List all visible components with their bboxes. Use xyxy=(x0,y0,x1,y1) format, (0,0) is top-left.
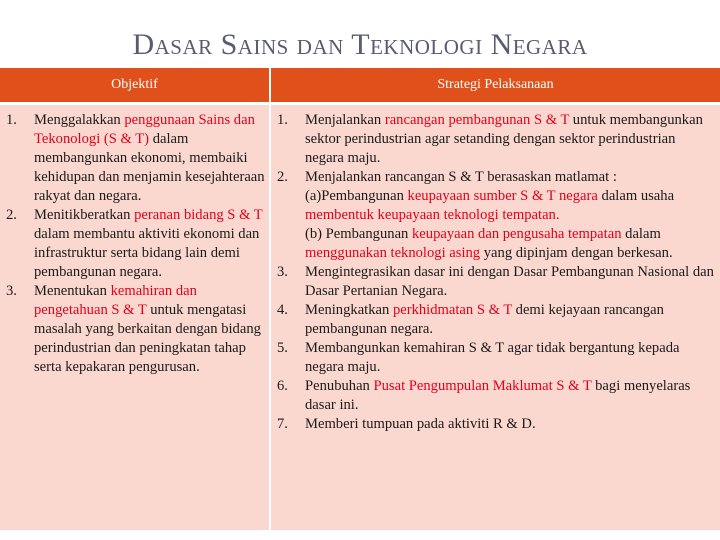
highlighted-text: penggunaan Sains dan Tekonologi (S & T) xyxy=(34,112,255,147)
list-item-number: 1. xyxy=(277,112,288,128)
item-text: yang dipinjam dengan berkesan. xyxy=(480,245,673,261)
list-item-number: 2. xyxy=(6,207,17,223)
objektif-item xyxy=(4,206,265,282)
strategi-item xyxy=(275,168,716,263)
list-item-number: 4. xyxy=(277,302,288,318)
item-text: demi kejayaan rancangan pembangunan negara. xyxy=(305,302,664,337)
item-text: Meningkatkan xyxy=(305,302,393,318)
highlighted-text: membentuk keupayaan teknologi tempatan. xyxy=(305,207,560,223)
item-text: Mengintegrasikan dasar ini dengan Dasar Pembangunan Nasional dan Dasar Pertanian Negara. xyxy=(305,264,714,299)
policy-table xyxy=(0,68,720,530)
highlighted-text: kemahiran dan pengetahuan S & T xyxy=(34,283,197,318)
item-text: Membangunkan kemahiran S & T agar tidak bergantung kepada negara maju. xyxy=(305,340,680,375)
item-text: Menjalankan xyxy=(305,112,385,128)
strategi-item xyxy=(275,111,716,168)
highlighted-text: rancangan pembangunan S & T xyxy=(384,112,570,128)
list-item-number: 5. xyxy=(277,340,288,356)
item-text: Menentukan xyxy=(34,283,111,299)
page-title: Dasar Sains dan Teknologi Negara xyxy=(132,28,588,61)
strategi-item xyxy=(275,415,716,434)
table-body-row xyxy=(0,104,720,531)
item-text: Memberi tumpuan pada aktiviti R & D. xyxy=(305,416,536,432)
header-objektif: Objektif xyxy=(0,68,270,104)
strategi-item xyxy=(275,263,716,301)
list-item-number: 6. xyxy=(277,378,288,394)
item-text: dalam membantu aktiviti ekonomi dan infrastruktur serta bidang lain demi pembangunan negara. xyxy=(34,226,260,280)
highlighted-text: Pusat Pengumpulan Maklumat S & T xyxy=(373,378,592,394)
list-item-number: 1. xyxy=(6,112,17,128)
item-text: Menitikberatkan xyxy=(34,207,135,223)
objektif-item xyxy=(4,282,265,377)
table-header-row xyxy=(0,68,720,104)
list-item-number: 3. xyxy=(277,264,288,280)
item-text: Menjalankan rancangan S & T berasaskan matlamat : xyxy=(305,169,617,185)
strategi-cell xyxy=(270,104,720,531)
list-item-number: 7. xyxy=(277,416,288,432)
strategi-item xyxy=(275,301,716,339)
highlighted-text: keupayaan dan pengusaha tempatan xyxy=(412,226,622,242)
header-strategi: Strategi Pelaksanaan xyxy=(270,68,720,104)
highlighted-text: keupayaan sumber S & T negara xyxy=(407,188,598,204)
objektif-cell xyxy=(0,104,270,531)
strategi-item xyxy=(275,339,716,377)
item-text: dalam membangunkan ekonomi, membaiki kehidupan dan menjamin kesejahteraan rakyat dan negara. xyxy=(34,131,265,204)
highlighted-text: peranan bidang S & T xyxy=(134,207,263,223)
item-text: dalam usaha xyxy=(597,188,675,204)
item-text: Penubuhan xyxy=(305,378,374,394)
highlighted-text: menggunakan teknologi asing xyxy=(305,245,481,261)
strategi-list xyxy=(275,111,716,434)
objektif-list xyxy=(4,111,265,377)
item-text: untuk mengatasi masalah yang berkaitan dengan bidang perindustrian dan peningkatan tahap serta kepakaran pengurusan. xyxy=(34,302,261,375)
item-text: bagi menyelaras dasar ini. xyxy=(305,378,691,413)
highlighted-text: perkhidmatan S & T xyxy=(392,302,512,318)
item-text: Menggalakkan xyxy=(34,112,125,128)
strategi-item xyxy=(275,377,716,415)
item-text: (a)Pembangunan xyxy=(305,188,408,204)
list-item-number: 2. xyxy=(277,169,288,185)
item-text: untuk membangunkan sektor perindustrian agar setanding dengan sektor perindustrian negara maju. xyxy=(305,112,703,166)
item-text: (b) Pembangunan xyxy=(305,226,412,242)
list-item-number: 3. xyxy=(6,283,17,299)
item-text: dalam xyxy=(621,226,661,242)
objektif-item xyxy=(4,111,265,206)
